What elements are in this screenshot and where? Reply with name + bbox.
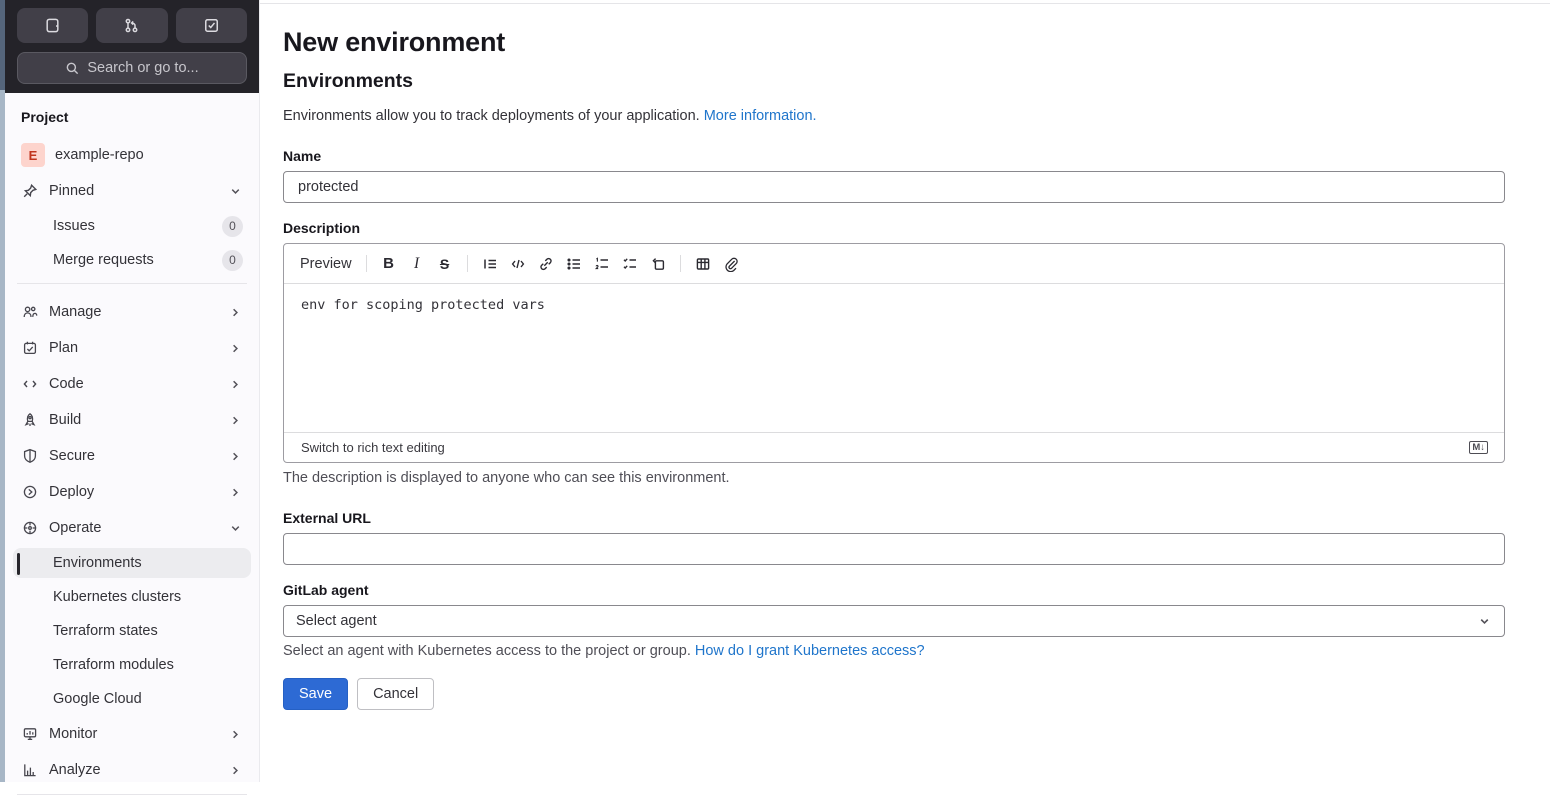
users-icon: [21, 304, 39, 320]
more-information-link[interactable]: More information.: [703, 108, 817, 124]
project-avatar: E: [21, 143, 45, 167]
collapsible-section-icon[interactable]: [645, 251, 671, 277]
strikethrough-icon[interactable]: S: [439, 255, 450, 272]
sidebar-item-environments[interactable]: [13, 548, 251, 578]
sidebar-item-label: Kubernetes clusters: [53, 589, 182, 605]
pin-icon: [21, 183, 39, 199]
gitlab-agent-field-group: [283, 582, 1505, 659]
toolbar-separator: [680, 255, 681, 272]
sidebar-item-label: Operate: [49, 520, 102, 536]
search-input[interactable]: [17, 52, 247, 84]
chevron-right-icon: [228, 485, 243, 500]
sidebar-item-label: Build: [49, 412, 82, 428]
sidebar-item-kubernetes-clusters[interactable]: [13, 582, 251, 612]
code-icon[interactable]: [505, 251, 531, 277]
environments-heading: Environments: [283, 70, 414, 92]
sidebar-divider: [17, 283, 247, 284]
intro-text: Environments allow you to track deployments of your application.: [283, 108, 700, 124]
sidebar-section-project: Project: [21, 109, 69, 125]
chevron-right-icon: [228, 341, 243, 356]
code-icon: [21, 376, 39, 392]
sidebar-item-terraform-modules[interactable]: [13, 650, 251, 680]
sidebar-item-deploy[interactable]: [13, 476, 251, 508]
gitlab-agent-label: GitLab agent: [283, 582, 369, 598]
chevron-down-icon: [1477, 614, 1492, 629]
name-input[interactable]: [283, 171, 1505, 203]
sidebar-item-project[interactable]: [13, 139, 251, 171]
switch-to-rich-text-link[interactable]: Switch to rich text editing: [301, 440, 445, 455]
save-button[interactable]: Save: [283, 678, 348, 710]
issues-count-badge: 0: [222, 216, 243, 237]
rocket-icon: [21, 412, 39, 428]
task-list-icon[interactable]: [617, 251, 643, 277]
sidebar-item-build[interactable]: [13, 404, 251, 436]
sidebar-item-merge-requests[interactable]: [13, 245, 251, 275]
italic-icon[interactable]: I: [413, 254, 420, 272]
project-name: example-repo: [55, 147, 144, 163]
name-field-group: [283, 148, 1505, 203]
name-label: Name: [283, 148, 322, 164]
operate-icon: [21, 520, 39, 536]
agent-select[interactable]: [283, 605, 1505, 637]
chevron-right-icon: [228, 305, 243, 320]
merge-request-icon: [123, 17, 140, 34]
todo-shortcut-button[interactable]: [176, 8, 247, 43]
chevron-right-icon: [228, 449, 243, 464]
bullet-list-icon[interactable]: [561, 251, 587, 277]
sidebar-item-plan[interactable]: [13, 332, 251, 364]
calendar-icon: [21, 340, 39, 356]
merge-requests-shortcut-button[interactable]: [96, 8, 167, 43]
issues-shortcut-button[interactable]: [17, 8, 88, 43]
sidebar-item-label: Manage: [49, 304, 102, 320]
shield-icon: [21, 448, 39, 464]
active-indicator: [17, 553, 20, 575]
chevron-down-icon: [228, 184, 243, 199]
sidebar-item-manage[interactable]: [13, 296, 251, 328]
sidebar-item-label: Terraform states: [53, 623, 158, 639]
description-field-group: [283, 220, 1505, 486]
description-textarea[interactable]: [284, 284, 1504, 432]
external-url-field-group: [283, 510, 1505, 565]
sidebar-item-label: Terraform modules: [53, 657, 174, 673]
sidebar-item-label: Secure: [49, 448, 95, 464]
description-label: Description: [283, 220, 361, 236]
markdown-icon: M↓: [1469, 441, 1488, 454]
agent-help-text: Select an agent with Kubernetes access to the project or group.: [283, 643, 691, 659]
sidebar-item-code[interactable]: [13, 368, 251, 400]
markdown-editor-footer: [284, 432, 1504, 462]
chevron-right-icon: [228, 763, 243, 778]
sidebar-item-pinned[interactable]: [13, 175, 251, 207]
sidebar-item-label: Analyze: [49, 762, 101, 778]
sidebar-item-operate[interactable]: [13, 512, 251, 544]
toolbar-separator: [366, 255, 367, 272]
deploy-icon: [21, 484, 39, 500]
sidebar-item-label: Issues: [53, 218, 95, 234]
markdown-editor: [283, 243, 1505, 463]
numbered-list-icon[interactable]: [589, 251, 615, 277]
quote-icon[interactable]: [477, 251, 503, 277]
sidebar: [5, 0, 260, 782]
preview-tab[interactable]: Preview: [300, 255, 352, 272]
external-url-input[interactable]: [283, 533, 1505, 565]
sidebar-item-monitor[interactable]: [13, 718, 251, 750]
sidebar-item-label: Plan: [49, 340, 79, 356]
link-icon[interactable]: [533, 251, 559, 277]
bold-icon[interactable]: B: [383, 255, 394, 272]
chevron-right-icon: [228, 377, 243, 392]
agent-select-value: Select agent: [296, 613, 377, 629]
form-actions: [283, 678, 1505, 710]
kubernetes-access-help-link[interactable]: How do I grant Kubernetes access?: [694, 643, 925, 659]
cancel-button[interactable]: Cancel: [357, 678, 434, 710]
toolbar-separator: [467, 255, 468, 272]
todo-check-icon: [203, 17, 220, 34]
sidebar-item-google-cloud[interactable]: [13, 684, 251, 714]
sidebar-item-issues[interactable]: [13, 211, 251, 241]
sidebar-header: [5, 0, 259, 93]
attach-file-icon[interactable]: [718, 251, 744, 277]
monitor-icon: [21, 726, 39, 742]
sidebar-item-label: Deploy: [49, 484, 95, 500]
sidebar-item-label: Monitor: [49, 726, 98, 742]
chevron-down-icon: [228, 521, 243, 536]
description-help-text: The description is displayed to anyone who can see this environment.: [283, 470, 730, 486]
sidebar-item-label: Environments: [53, 555, 142, 571]
table-icon[interactable]: [690, 251, 716, 277]
issues-icon: [44, 17, 61, 34]
sidebar-item-label: Code: [49, 376, 84, 392]
search-placeholder: Search or go to...: [87, 60, 199, 76]
sidebar-item-label: Merge requests: [53, 252, 154, 268]
chevron-right-icon: [228, 413, 243, 428]
external-url-label: External URL: [283, 510, 371, 526]
analyze-icon: [21, 762, 39, 778]
sidebar-item-label: Pinned: [49, 183, 95, 199]
sidebar-item-terraform-states[interactable]: [13, 616, 251, 646]
sidebar-item-analyze[interactable]: [13, 754, 251, 786]
markdown-toolbar: [284, 244, 1504, 284]
chevron-right-icon: [228, 727, 243, 742]
search-icon: [65, 61, 80, 76]
main-content: [260, 0, 1550, 782]
sidebar-item-label: Google Cloud: [53, 691, 142, 707]
merge-requests-count-badge: 0: [222, 250, 243, 271]
page-title: New environment: [283, 27, 506, 57]
sidebar-item-secure[interactable]: [13, 440, 251, 472]
